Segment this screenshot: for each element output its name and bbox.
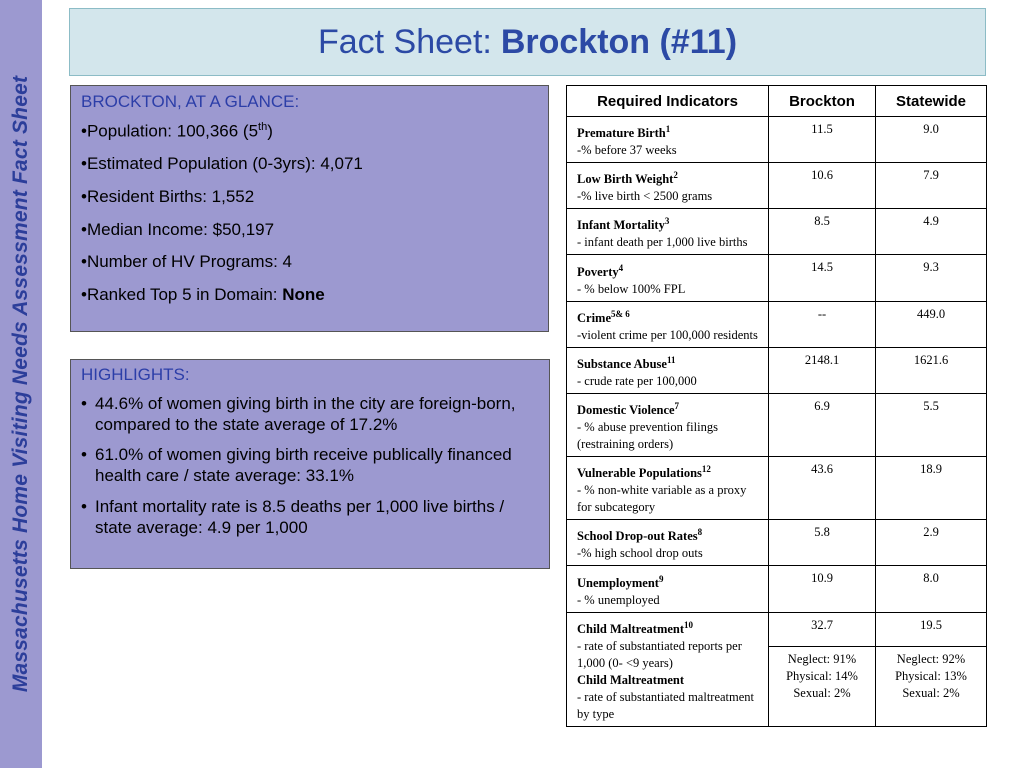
- indicator-cell: [567, 163, 769, 209]
- table-row: [567, 117, 987, 163]
- indicator-description: - crude rate per 100,000: [577, 373, 697, 388]
- brockton-value: 43.6: [769, 457, 876, 520]
- indicator-cell: [567, 612, 769, 726]
- highlight-item: • 61.0% of women giving birth receive publically financed health care / state average: 33.1%: [81, 445, 512, 486]
- indicator-description: -violent crime per 100,000 residents: [577, 327, 758, 342]
- table-body: [567, 117, 987, 727]
- page-title-prefix: Fact Sheet:: [317, 22, 492, 61]
- indicator-cell: [567, 255, 769, 301]
- table-row: [567, 347, 987, 393]
- column-header-brockton: Brockton: [769, 86, 876, 117]
- ranked-domain-item: •Ranked Top 5 in Domain: None: [81, 285, 325, 305]
- brockton-value: 6.9: [769, 393, 876, 456]
- table-row: [567, 301, 987, 347]
- column-header-statewide: Statewide: [876, 86, 987, 117]
- indicator-cell: [567, 301, 769, 347]
- table-row: [567, 209, 987, 255]
- highlights-heading: HIGHLIGHTS:: [81, 365, 190, 384]
- table-row: [567, 393, 987, 456]
- brockton-value: --: [769, 301, 876, 347]
- brockton-value: 32.7: [769, 612, 876, 646]
- highlights-panel: [70, 359, 550, 569]
- statewide-value: 2.9: [876, 520, 987, 566]
- indicator-description: -% live birth < 2500 grams: [577, 189, 713, 204]
- statewide-value: 19.5: [876, 612, 987, 646]
- indicator-cell: [567, 457, 769, 520]
- indicator-description: - rate of substantiated reports per 1,000 (0- <9 years): [577, 638, 742, 670]
- indicator-description-secondary: - rate of substantiated maltreatment by type: [577, 689, 755, 721]
- page-title: [69, 8, 986, 76]
- brockton-value: 10.6: [769, 163, 876, 209]
- table-header-row: [567, 86, 987, 117]
- at-a-glance-panel: [70, 85, 549, 332]
- statewide-value: 1621.6: [876, 347, 987, 393]
- estimated-population-item: •Estimated Population (0-3yrs): 4,071: [81, 154, 363, 174]
- indicator-cell: [567, 209, 769, 255]
- indicator-name: Substance Abuse$^{11}$: [577, 354, 676, 371]
- statewide-value: 5.5: [876, 393, 987, 456]
- statewide-value: 18.9: [876, 457, 987, 520]
- indicator-name: Child Maltreatment$^{10}$: [577, 619, 694, 636]
- indicator-description: - infant death per 1,000 live births: [577, 235, 748, 250]
- population-item: •Population: 100,366 (5th): [81, 121, 273, 141]
- indicator-name: Infant Mortality$^3$: [577, 216, 670, 233]
- indicator-description: - % non-white variable as a proxy for subcategory: [577, 483, 747, 515]
- brockton-value: 11.5: [769, 117, 876, 163]
- indicator-name-secondary: Child Maltreatment: [577, 672, 685, 687]
- statewide-maltreatment-types: Neglect: 92% Physical: 13% Sexual: 2%: [876, 646, 987, 726]
- brockton-value: 8.5: [769, 209, 876, 255]
- indicator-description: - % below 100% FPL: [577, 281, 686, 296]
- statewide-value: 4.9: [876, 209, 987, 255]
- statewide-value: 9.3: [876, 255, 987, 301]
- brockton-value: 14.5: [769, 255, 876, 301]
- indicator-name: Vulnerable Populations$^{12}$: [577, 464, 711, 481]
- brockton-value: 5.8: [769, 520, 876, 566]
- statewide-value: 8.0: [876, 566, 987, 612]
- highlight-item: • Infant mortality rate is 8.5 deaths per 1,000 live births / state average: 4.9 per 1,000: [81, 496, 505, 537]
- page-title-city: Brockton (#11): [500, 22, 738, 61]
- table-row: [567, 457, 987, 520]
- at-a-glance-heading: BROCKTON, AT A GLANCE:: [81, 92, 300, 111]
- highlight-item: • 44.6% of women giving birth in the city are foreign-born, compared to the state average of 17.2%: [81, 394, 516, 434]
- indicator-name: Low Birth Weight$^2$: [577, 170, 678, 187]
- indicator-name: Domestic Violence$^7$: [577, 400, 680, 418]
- indicator-name: Crime$^{5\& 6}$: [577, 308, 630, 325]
- brockton-value: 10.9: [769, 566, 876, 612]
- side-banner: [0, 0, 42, 768]
- brockton-maltreatment-types: Neglect: 91% Physical: 14% Sexual: 2%: [769, 646, 876, 726]
- indicator-cell: [567, 347, 769, 393]
- brockton-value: 2148.1: [769, 347, 876, 393]
- indicator-name: Premature Birth$^1$: [577, 124, 671, 141]
- indicator-description: - % abuse prevention filings (restraining orders): [577, 420, 718, 452]
- table-row: [567, 520, 987, 566]
- indicator-description: - % unemployed: [577, 592, 660, 607]
- side-banner-title: Massachusetts Home Visiting Needs Assessment Fact Sheet: [9, 75, 32, 693]
- indicator-description: -% before 37 weeks: [577, 143, 677, 158]
- median-income-item: •Median Income: $50,197: [81, 219, 275, 239]
- table-row: [567, 163, 987, 209]
- indicator-name: Unemployment$^9$: [577, 573, 664, 590]
- table-row-child-maltreatment: [567, 612, 987, 646]
- table-row: [567, 255, 987, 301]
- indicator-name: Poverty$^4$: [577, 262, 624, 279]
- indicator-cell: [567, 117, 769, 163]
- indicator-cell: [567, 566, 769, 612]
- indicator-description: -% high school drop outs: [577, 546, 703, 561]
- at-a-glance-list: [81, 121, 538, 305]
- hv-programs-item: •Number of HV Programs: 4: [81, 252, 292, 272]
- statewide-value: 449.0: [876, 301, 987, 347]
- highlights-list: [81, 394, 539, 538]
- statewide-value: 7.9: [876, 163, 987, 209]
- resident-births-item: •Resident Births: 1,552: [81, 187, 255, 207]
- indicator-cell: [567, 520, 769, 566]
- statewide-value: 9.0: [876, 117, 987, 163]
- table-row: [567, 566, 987, 612]
- indicator-cell: [567, 393, 769, 456]
- indicator-name: School Drop-out Rates$^8$: [577, 527, 703, 544]
- indicators-table: [566, 85, 987, 727]
- column-header-indicators: Required Indicators: [567, 86, 769, 117]
